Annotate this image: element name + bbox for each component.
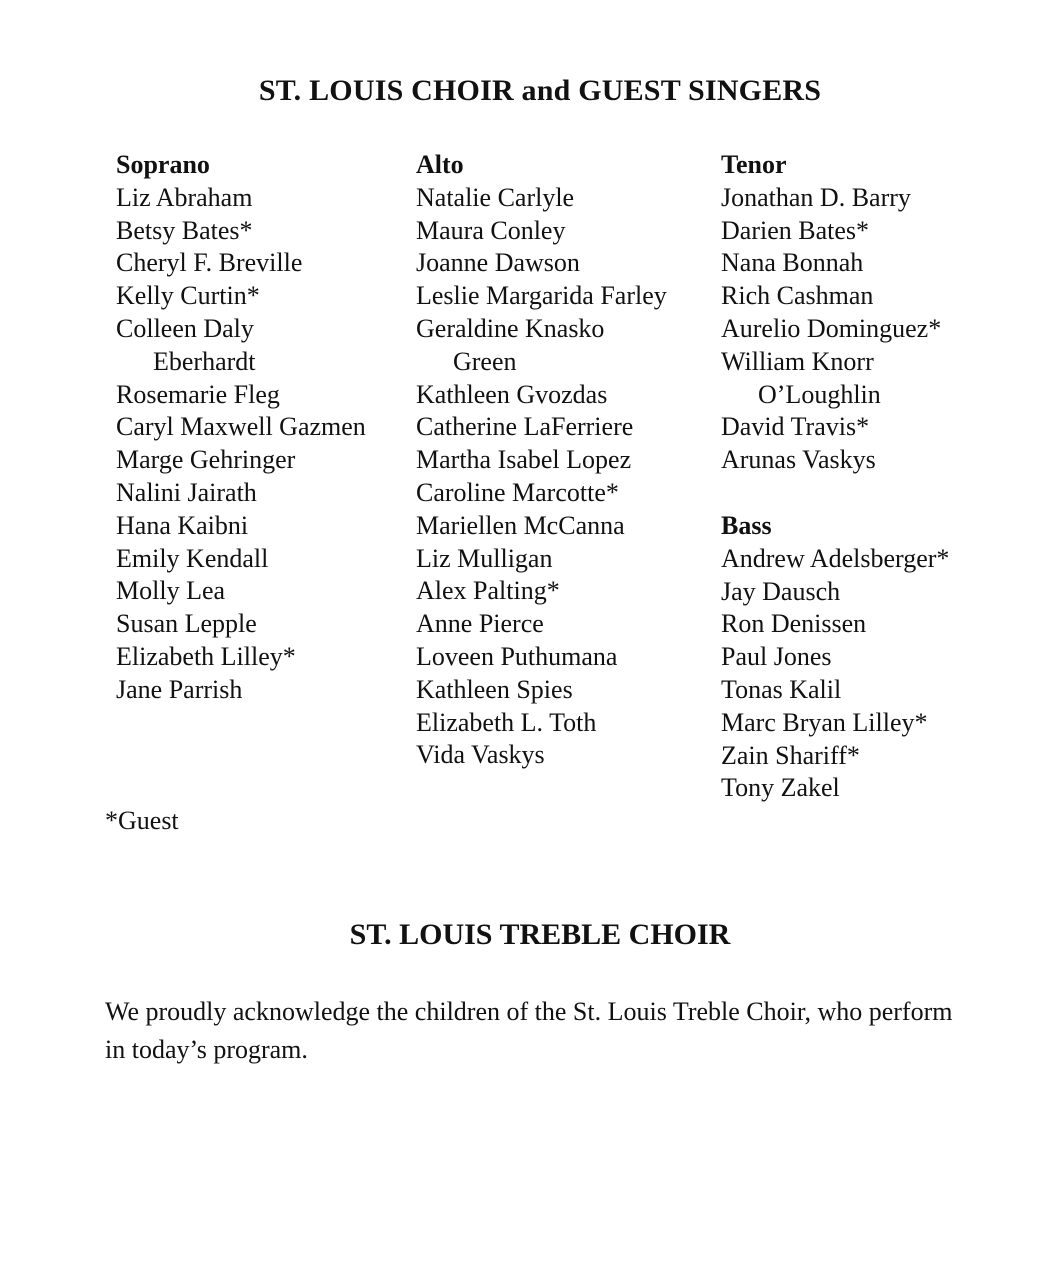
- choir-title: ST. LOUIS CHOIR and GUEST SINGERS: [258, 74, 822, 107]
- singer-name: Hana Kaibni: [116, 510, 249, 540]
- bass-heading: Bass: [721, 511, 772, 540]
- singer-name: Alex Palting*: [416, 576, 560, 606]
- singer-name: Tonas Kalil: [721, 674, 842, 704]
- singer-name: David Travis*: [721, 412, 870, 442]
- singer-name: Nalini Jairath: [116, 477, 257, 507]
- singer-name: Vida Vaskys: [416, 740, 545, 770]
- singer-name: Anne Pierce: [416, 609, 544, 639]
- singer-name: Liz Mulligan: [416, 543, 553, 573]
- singer-name: Loveen Puthumana: [416, 641, 618, 671]
- singer-name-continuation: O’Loughlin: [758, 379, 881, 409]
- singer-name: Paul Jones: [721, 642, 832, 672]
- singer-name: Susan Lepple: [116, 609, 257, 639]
- alto-column: [416, 149, 667, 772]
- singer-name: Emily Kendall: [116, 543, 269, 573]
- singer-name: Leslie Margarida Farley: [416, 281, 667, 311]
- singer-name: Joanne Dawson: [416, 248, 580, 278]
- tenor-column: [721, 149, 941, 477]
- singer-name: Molly Lea: [116, 576, 226, 606]
- singer-name: Maura Conley: [416, 215, 566, 245]
- singer-name: Aurelio Dominguez*: [721, 313, 942, 343]
- singer-name: Caryl Maxwell Gazmen: [116, 412, 366, 442]
- singer-name: Andrew Adelsberger*: [721, 543, 950, 573]
- singer-name: Elizabeth L. Toth: [416, 707, 597, 737]
- singer-name: Jane Parrish: [116, 674, 243, 704]
- singer-name: Kathleen Gvozdas: [416, 379, 608, 409]
- singer-name-continuation: Eberhardt: [153, 346, 256, 376]
- soprano-column: [116, 149, 366, 707]
- singer-name: Rich Cashman: [721, 281, 874, 311]
- singer-name: Zain Shariff*: [721, 740, 860, 770]
- singer-name: Marc Bryan Lilley*: [721, 707, 928, 737]
- singer-name: Kathleen Spies: [416, 674, 573, 704]
- singer-name: Colleen Daly: [116, 313, 254, 343]
- singer-name: Jay Dausch: [721, 576, 841, 606]
- treble-choir-title: ST. LOUIS TREBLE CHOIR: [349, 918, 731, 951]
- singer-name: Betsy Bates*: [116, 215, 253, 245]
- singer-name: William Knorr: [721, 346, 874, 376]
- bass-column: [721, 510, 949, 805]
- singer-name: Arunas Vaskys: [721, 445, 876, 475]
- singer-name: Darien Bates*: [721, 215, 870, 245]
- singer-name: Kelly Curtin*: [116, 281, 260, 311]
- singer-name: Rosemarie Fleg: [116, 379, 280, 409]
- singer-name: Natalie Carlyle: [416, 182, 575, 212]
- soprano-heading: Soprano: [116, 150, 210, 179]
- singer-name: Jonathan D. Barry: [721, 182, 911, 212]
- singer-name: Geraldine Knasko: [416, 313, 605, 343]
- tenor-heading: Tenor: [721, 150, 787, 179]
- guest-footnote: *Guest: [105, 806, 179, 835]
- singer-name: Elizabeth Lilley*: [116, 641, 296, 671]
- singer-name: Mariellen McCanna: [416, 510, 625, 540]
- singer-name: Nana Bonnah: [721, 248, 864, 278]
- treble-choir-acknowledgement: We proudly acknowledge the children of the St. Louis Treble Choir, who perform in today’s program.: [105, 997, 953, 1064]
- singer-name: Liz Abraham: [116, 182, 253, 212]
- singer-name: Marge Gehringer: [116, 445, 296, 475]
- singer-name-continuation: Green: [453, 346, 517, 376]
- alto-heading: Alto: [416, 150, 464, 179]
- singer-name: Catherine LaFerriere: [416, 412, 634, 442]
- singer-name: Ron Denissen: [721, 609, 867, 639]
- singer-name: Martha Isabel Lopez: [416, 445, 632, 475]
- singer-name: Tony Zakel: [721, 773, 840, 803]
- singer-name: Caroline Marcotte*: [416, 477, 619, 507]
- singer-name: Cheryl F. Breville: [116, 248, 303, 278]
